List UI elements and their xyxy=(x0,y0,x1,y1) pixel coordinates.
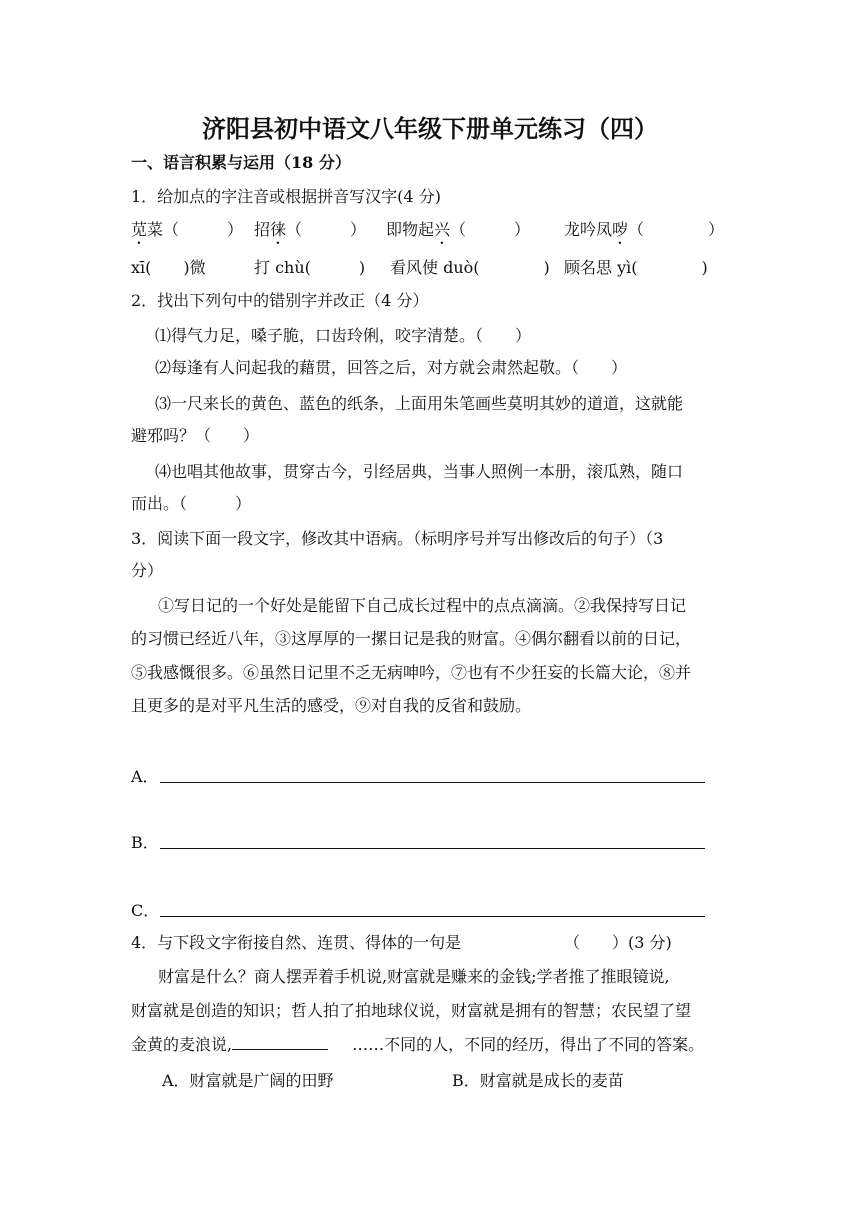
q2-stem: 2．找出下列句中的错别字并改正（4 分） xyxy=(131,291,429,310)
q2-item-3-cont: 避邪吗？（ ） xyxy=(131,426,260,445)
q1-item-4: 龙吟凤哕（ ） xyxy=(564,220,725,239)
q1-stem: 1．给加点的字注音或根据拼音写汉字(4 分) xyxy=(131,187,441,206)
q3-answer-label-a: A． xyxy=(131,767,159,786)
q4-passage-line-1: 财富是什么？商人摆弄着手机说,财富就是赚来的金钱;学者推了推眼镜说, xyxy=(158,967,670,986)
page-title: 济阳县初中语文八年级下册单元练习（四） xyxy=(202,114,658,143)
q3-answer-line-c[interactable] xyxy=(160,916,705,917)
q4-option-a[interactable]: A．财富就是广阔的田野 xyxy=(162,1071,334,1090)
q2-item-2: ⑵每逢有人问起我的藉贯，回答之后，对方就会肃然起敬。（ ） xyxy=(155,358,628,377)
section-heading: 一、语言积累与运用（18 分） xyxy=(131,153,351,172)
q3-passage-line-4: 且更多的是对平凡生活的感受，⑨对自我的反省和鼓励。 xyxy=(131,696,532,715)
q1-pinyin-1: xī( )微 xyxy=(131,258,206,277)
q3-passage-line-1: ①写日记的一个好处是能留下自己成长过程中的点点滴滴。②我保持写日记 xyxy=(158,596,687,615)
q3-passage-line-3: ⑤我感慨很多。⑥虽然日记里不乏无病呻吟，⑦也有不少狂妄的长篇大论，⑧并 xyxy=(131,663,692,682)
q1-item-2: 招徕（ ） xyxy=(254,220,367,239)
q1-item-3: 即物起兴（ ） xyxy=(386,220,531,239)
q3-stem: 3．阅读下面一段文字，修改其中语病。（标明序号并写出修改后的句子）（3 xyxy=(131,529,664,548)
q2-item-3: ⑶一尺来长的黄色、蓝色的纸条，上面用朱笔画些莫明其妙的道道，这就能 xyxy=(155,394,684,413)
q1-pinyin-3: 看风使 duò( ) xyxy=(390,258,550,277)
q2-item-4-cont: 而出。（ ） xyxy=(131,494,252,513)
q3-answer-line-b[interactable] xyxy=(160,848,705,849)
q1-pinyin-2: 打 chù( ) xyxy=(254,258,366,277)
q4-bracket: （ ）(3 分) xyxy=(564,933,672,952)
q2-item-1: ⑴得气力足，嗓子脆，口齿玲俐，咬字清楚。（ ） xyxy=(155,326,532,345)
q4-option-b[interactable]: B．财富就是成长的麦苗 xyxy=(452,1071,624,1090)
q3-stem-cont: 分） xyxy=(131,561,164,580)
q3-answer-label-c: C． xyxy=(131,901,160,920)
q3-answer-label-b: B． xyxy=(131,833,159,852)
q1-item-1: 苋菜（ ） xyxy=(131,220,244,239)
q2-item-4: ⑷也唱其他故事，贯穿古今，引经居典，当事人照例一本册，滚瓜熟，随口 xyxy=(155,462,684,481)
q4-blank[interactable] xyxy=(232,1035,328,1050)
q4-passage-line-3: 金黄的麦浪说, ……不同的人，不同的经历，得出了不同的答案。 xyxy=(131,1035,705,1054)
q3-answer-line-a[interactable] xyxy=(160,782,705,783)
q4-passage-line-2: 财富就是创造的知识；哲人拍了拍地球仪说，财富就是拥有的智慧；农民望了望 xyxy=(131,1001,692,1020)
q1-pinyin-4: 顾名思 yì( ) xyxy=(564,258,708,277)
q4-stem: 4．与下段文字衔接自然、连贯、得体的一句是 xyxy=(131,933,462,952)
q3-passage-line-2: 的习惯已经近八年，③这厚厚的一摞日记是我的财富。④偶尔翻看以前的日记， xyxy=(131,629,692,648)
